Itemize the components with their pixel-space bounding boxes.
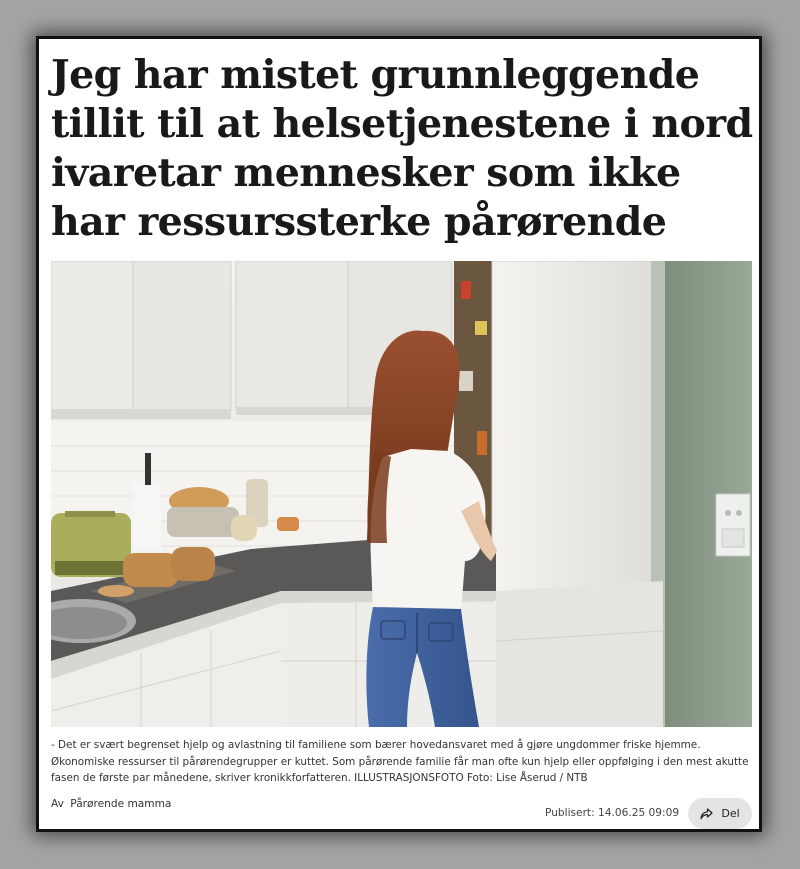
published-timestamp: Publisert: 14.06.25 09:09 bbox=[545, 807, 680, 819]
photo-caption: - Det er svært begrenset hjelp og avlastning til familiene som bærer hovedansvaret med å gjøre ungdommer friske hjemme. Økonomiske ressurser til pårørendegrupper er kuttet. Som pårørende familie får man ofte kun hjelp eller oppfølging i den mest akutte fasen de første par månedene, skriver kronikkforfatteren. ILLUSTRASJONSFOTO Foto: Lise Åserud / NTB bbox=[51, 739, 749, 784]
byline bbox=[51, 798, 171, 810]
article-headline: Jeg har mistet grunnleggende tillit til at helsetjenestene i nord ivaretar mennesker som ikke har ressurssterke pårørende bbox=[51, 52, 753, 245]
share-button[interactable] bbox=[688, 798, 752, 829]
article-photo bbox=[51, 261, 752, 727]
article-frame bbox=[36, 36, 762, 832]
share-label: Del bbox=[721, 807, 740, 820]
share-arrow-icon bbox=[700, 808, 713, 820]
byline-author[interactable]: Pårørende mamma bbox=[70, 798, 172, 810]
byline-prefix: Av bbox=[51, 798, 64, 810]
